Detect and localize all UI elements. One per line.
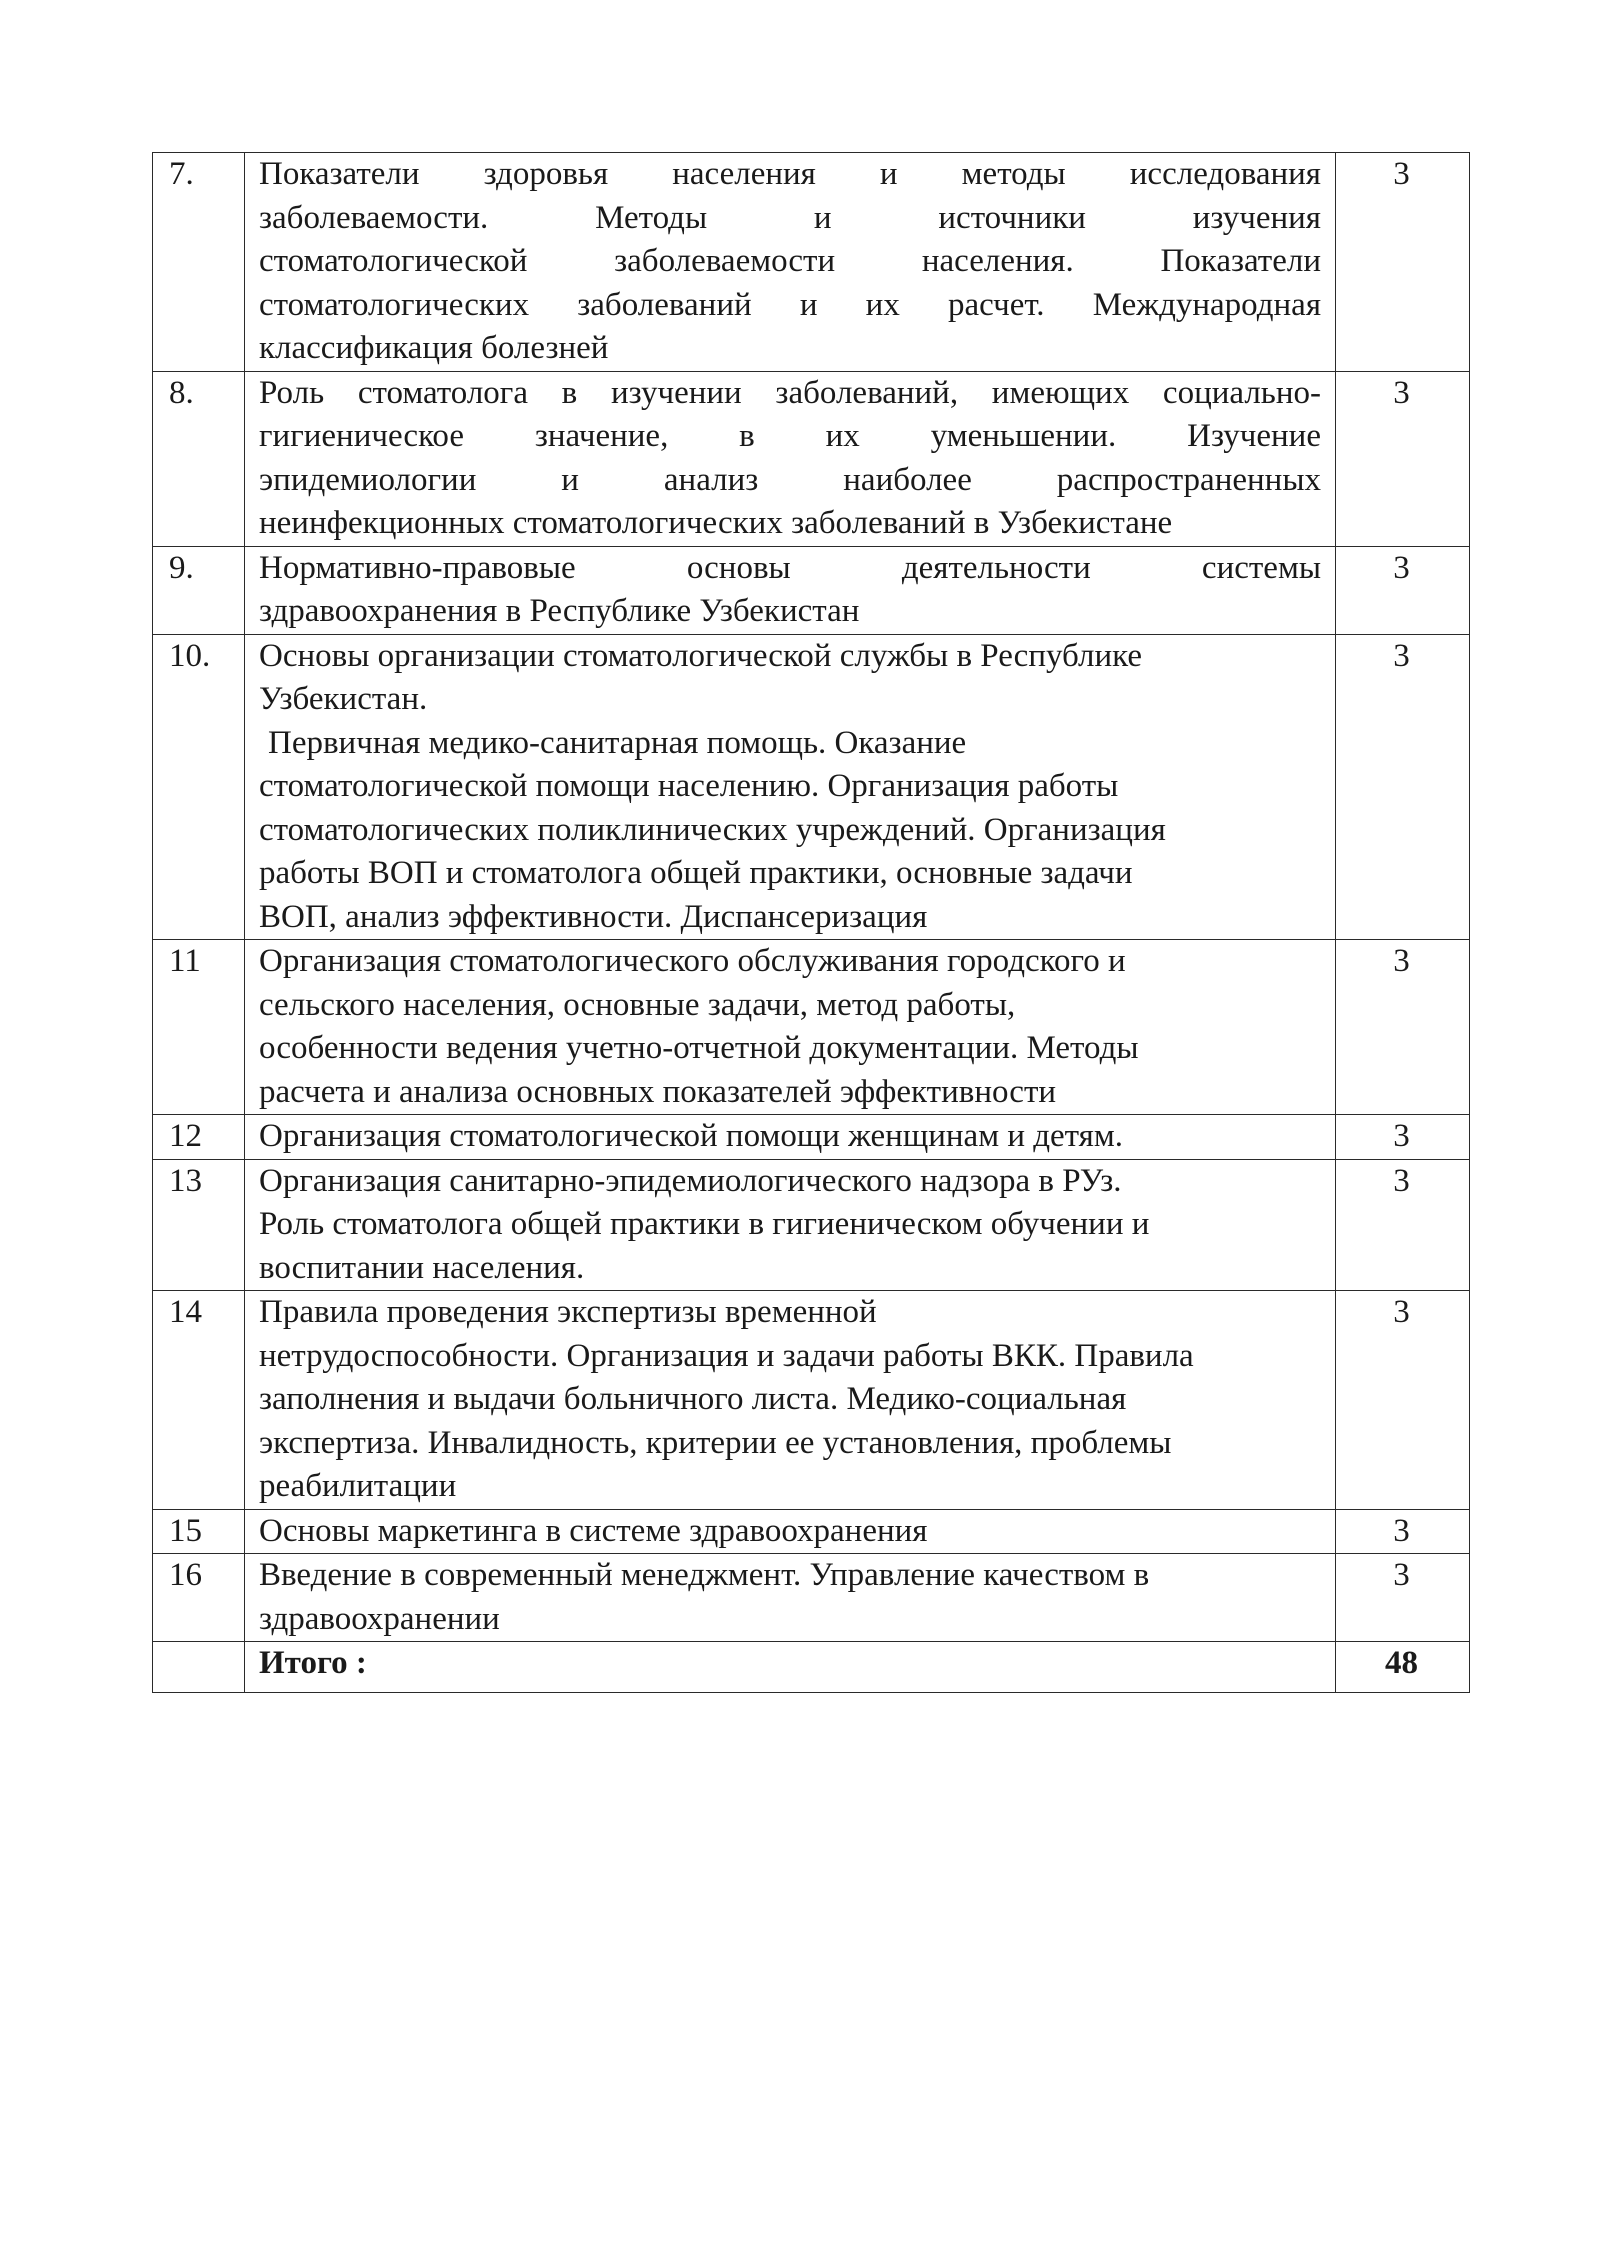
hours-cell: 3: [1336, 1291, 1470, 1510]
topic-line: стоматологических заболеваний и их расчет. Международная: [259, 286, 1321, 323]
topic-line: Нормативно-правовые основы деятельности системы: [259, 549, 1321, 586]
topic-line: Введение в современный менеджмент. Управление качеством в: [259, 1557, 1150, 1593]
table-row: [153, 153, 1470, 372]
topic-line: здравоохранении: [259, 1600, 500, 1637]
table-row: [153, 634, 1470, 940]
topic-line: нетрудоспособности. Организация и задачи работы ВКК. Правила: [259, 1337, 1194, 1374]
table-row: [153, 1554, 1470, 1642]
hours-cell: 3: [1336, 1115, 1470, 1160]
hours-cell: 3: [1336, 940, 1470, 1115]
topic-line: Правила проведения экспертизы временной: [259, 1294, 877, 1330]
topic-line: Роль стоматолога общей практики в гигиеническом обучении и: [259, 1206, 1150, 1242]
row-number: 9.: [153, 546, 245, 634]
topic-line: классификация болезней: [259, 330, 609, 366]
topic-line: Роль стоматолога в изучении заболеваний, имеющих социально-: [259, 374, 1321, 411]
topic-line: заполнения и выдачи больничного листа. Медико-социальная: [259, 1381, 1127, 1417]
row-number: 8.: [153, 371, 245, 546]
topic-cell: [245, 634, 1336, 940]
topic-line: здравоохранения в Республике Узбекистан: [259, 593, 860, 629]
row-number: 16: [153, 1554, 245, 1642]
topic-line: работы ВОП и стоматолога общей практики, основные задачи: [259, 855, 1133, 891]
hours-cell: 3: [1336, 1554, 1470, 1642]
topic-cell: [245, 1291, 1336, 1510]
row-number: 14: [153, 1291, 245, 1510]
table-row: [153, 940, 1470, 1115]
topic-line: ВОП, анализ эффективности. Диспансеризация: [259, 898, 928, 935]
topic-line: эпидемиологии и анализ наиболее распространенных: [259, 461, 1321, 498]
topic-line: гигиеническое значение, в их уменьшении. Изучение: [259, 418, 1321, 454]
topics-table: [152, 152, 1470, 1693]
hours-cell: 3: [1336, 1159, 1470, 1291]
table-row: [153, 1115, 1470, 1160]
topic-line: Основы маркетинга в системе здравоохранения: [259, 1512, 928, 1549]
total-label: Итого :: [245, 1642, 1336, 1693]
topic-line: реабилитации: [259, 1468, 457, 1504]
topic-cell: [245, 940, 1336, 1115]
topic-cell: [245, 1159, 1336, 1291]
row-number: 15: [153, 1509, 245, 1554]
table-row: [153, 546, 1470, 634]
topic-line: сельского населения, основные задачи, метод работы,: [259, 986, 1016, 1023]
topic-cell: [245, 371, 1336, 546]
topic-line: Показатели здоровья населения и методы исследования: [259, 156, 1321, 192]
topic-line: заболеваемости. Методы и источники изучения: [259, 199, 1321, 236]
topic-line: Организация стоматологической помощи женщинам и детям.: [259, 1118, 1123, 1154]
table-row: [153, 1159, 1470, 1291]
topic-line: особенности ведения учетно-отчетной документации. Методы: [259, 1030, 1139, 1066]
row-number: 10.: [153, 634, 245, 940]
row-number: 7.: [153, 153, 245, 372]
topic-line: стоматологической заболеваемости населения. Показатели: [259, 243, 1321, 279]
hours-cell: 3: [1336, 371, 1470, 546]
topic-cell: [245, 546, 1336, 634]
topic-line: расчета и анализа основных показателей эффективности: [259, 1073, 1057, 1110]
topic-line: воспитании населения.: [259, 1249, 585, 1286]
total-hours: 48: [1336, 1642, 1470, 1693]
table-row: [153, 1509, 1470, 1554]
topic-line: Узбекистан.: [259, 681, 428, 717]
topic-line: Первичная медико-санитарная помощь. Оказание: [268, 724, 967, 761]
total-number-cell: [153, 1642, 245, 1693]
row-number: 11: [153, 940, 245, 1115]
topic-line: экспертиза. Инвалидность, критерии ее установления, проблемы: [259, 1424, 1172, 1461]
topic-cell: [245, 1509, 1336, 1554]
topic-line: стоматологических поликлинических учреждений. Организация: [259, 811, 1166, 848]
topic-cell: [245, 1115, 1336, 1160]
topic-line: Организация санитарно-эпидемиологического надзора в РУз.: [259, 1162, 1122, 1199]
topic-cell: [245, 1554, 1336, 1642]
topic-line: неинфекционных стоматологических заболеваний в Узбекистане: [259, 505, 1173, 541]
topic-line: Основы организации стоматологической службы в Республике: [259, 637, 1143, 674]
total-row: [153, 1642, 1470, 1693]
row-number: 12: [153, 1115, 245, 1160]
topic-line: стоматологической помощи населению. Организация работы: [259, 768, 1119, 804]
table-row: [153, 1291, 1470, 1510]
topic-line: Организация стоматологического обслуживания городского и: [259, 943, 1126, 979]
hours-cell: 3: [1336, 153, 1470, 372]
table-row: [153, 371, 1470, 546]
hours-cell: 3: [1336, 546, 1470, 634]
row-number: 13: [153, 1159, 245, 1291]
hours-cell: 3: [1336, 634, 1470, 940]
topic-cell: [245, 153, 1336, 372]
hours-cell: 3: [1336, 1509, 1470, 1554]
